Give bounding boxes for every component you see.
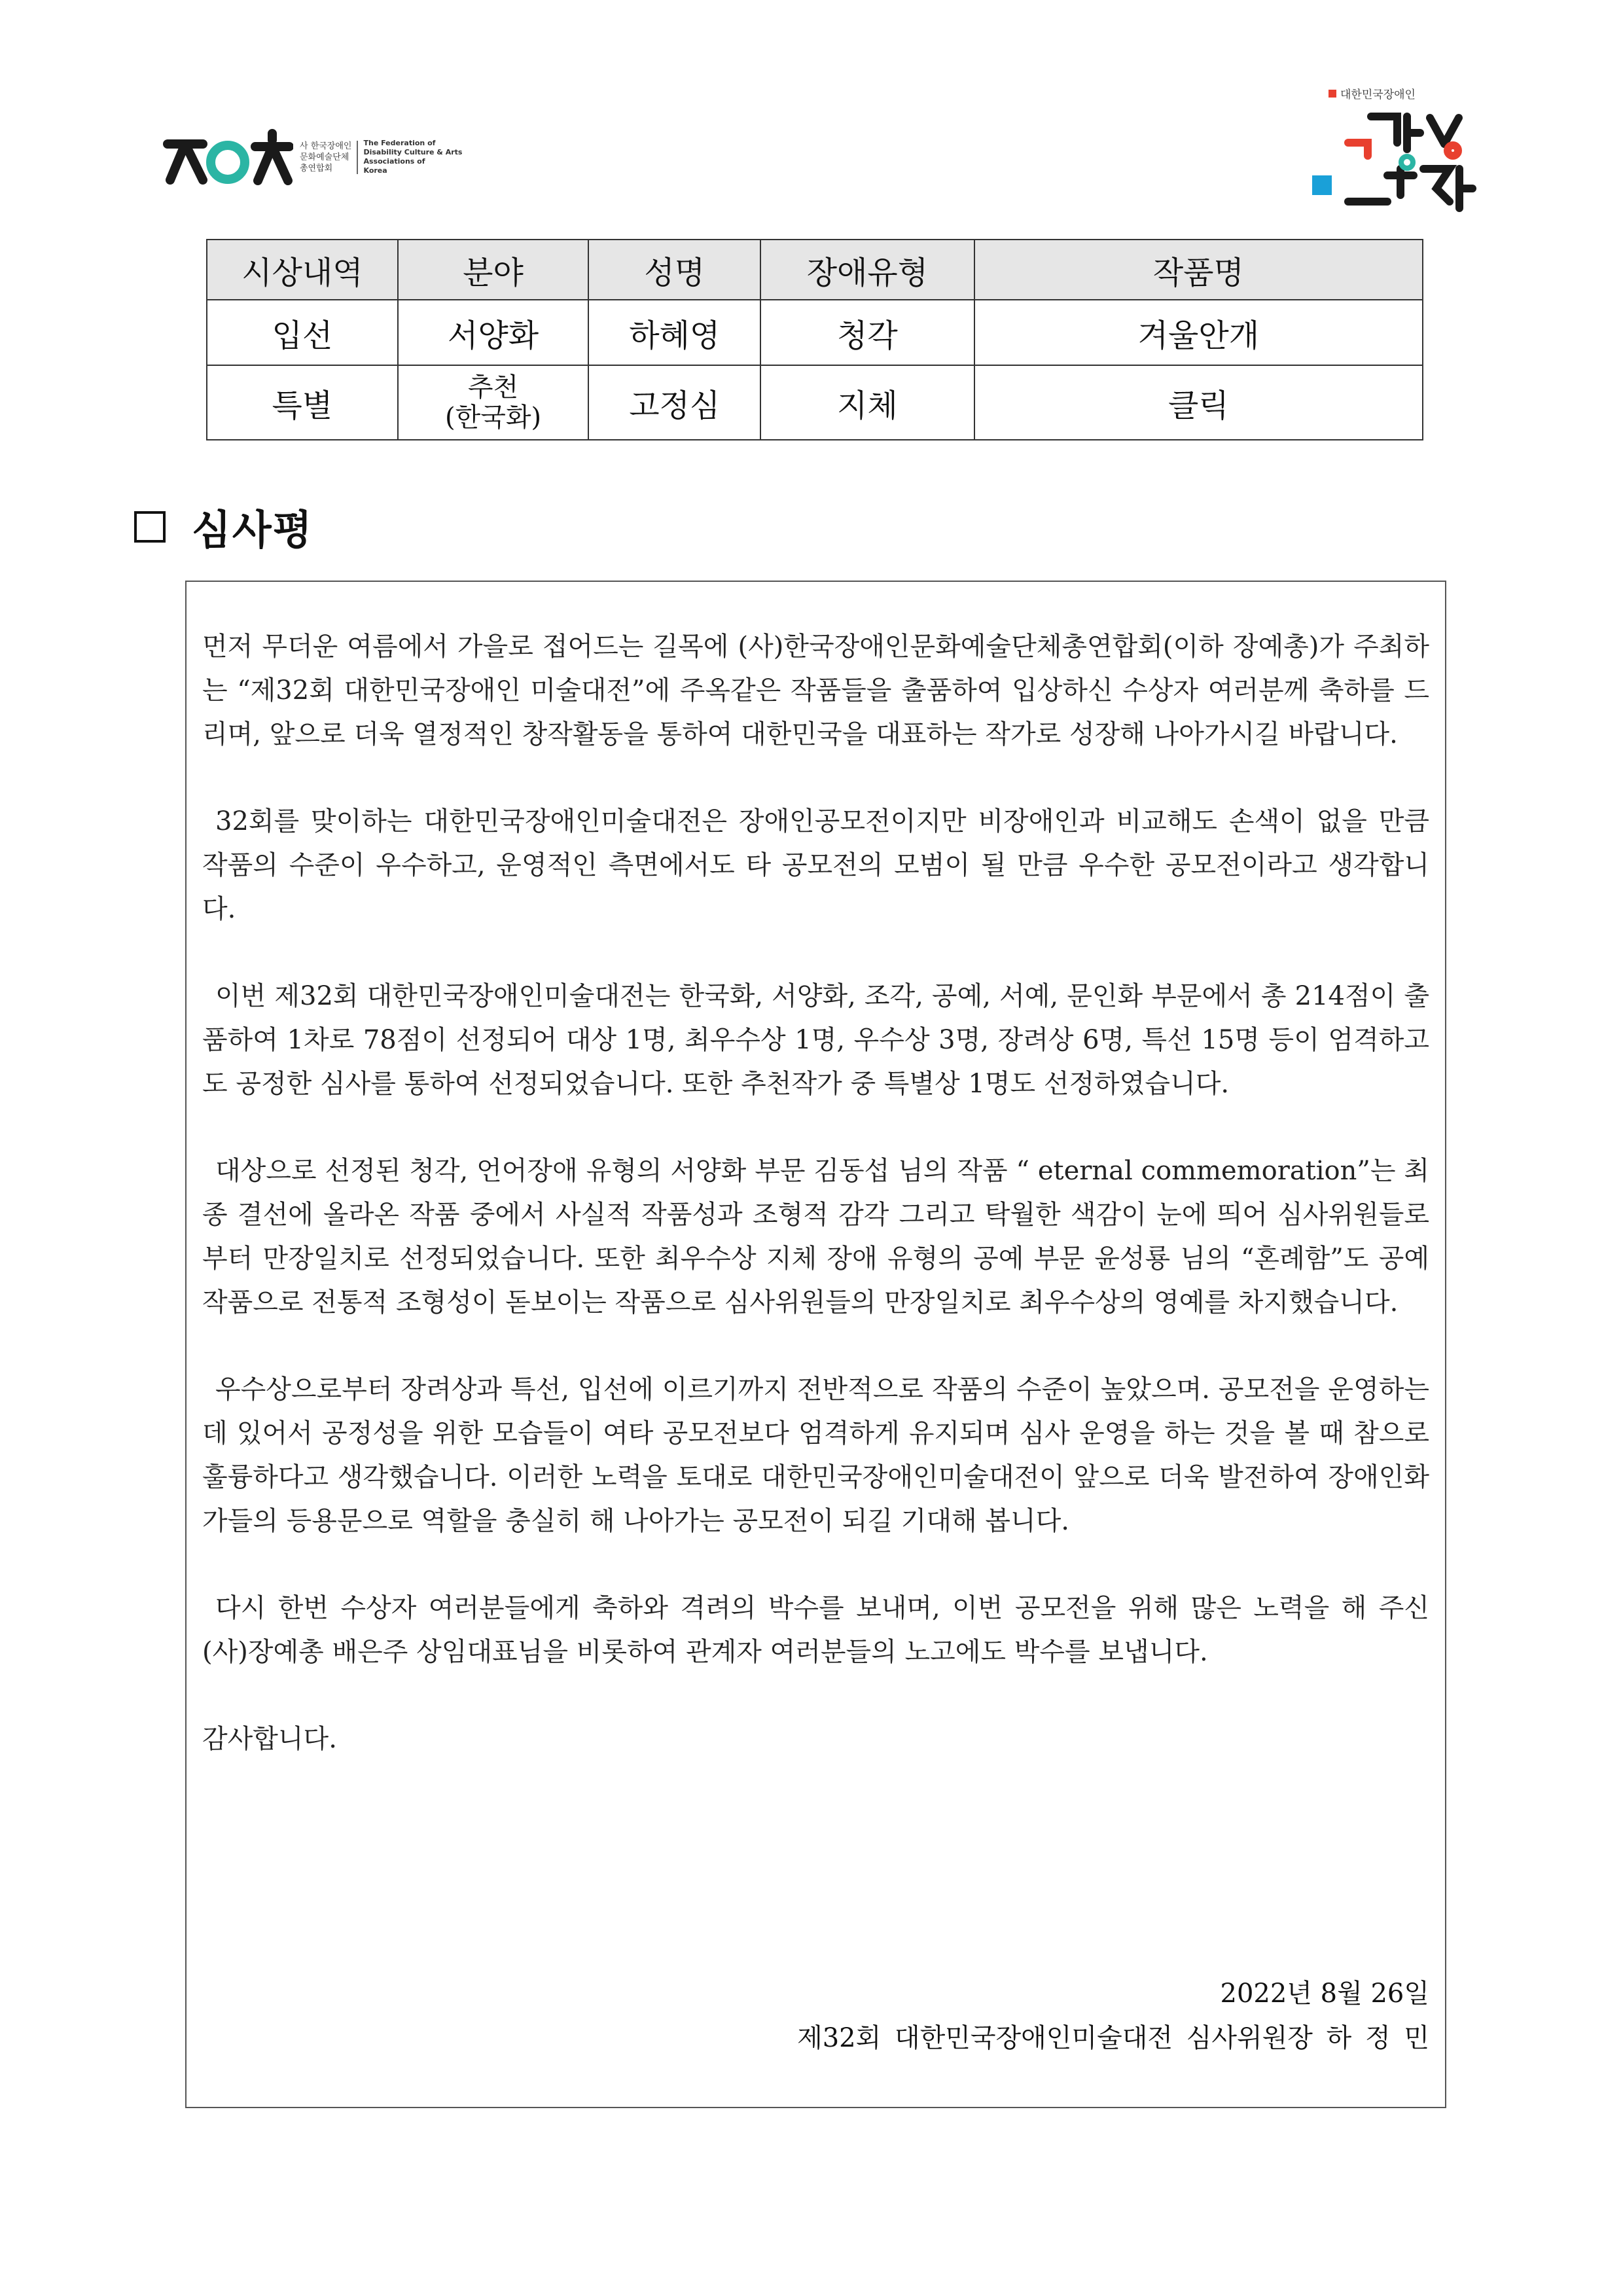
red-square-icon (1329, 90, 1336, 98)
review-body (202, 625, 1429, 1804)
table-row (207, 365, 1423, 440)
cell-work-title: 클릭 (974, 365, 1423, 440)
column-header-award: 시상내역 (207, 240, 398, 300)
federation-logo (162, 124, 476, 190)
review-paragraph-3: 이번 제32회 대한민국장애인미술대전는 한국화, 서양화, 조각, 공예, 서예, 문인화 부문에서 총 214점이 출품하여 1차로 78점이 선정되어 대상 1명, 최우수상 1명, 우수상 3명, 장려상 6명, 특선 15명 등이 엄격하고도 공정한 심사를 통하여 선정되었습니다. 또한 추천작가 중 특별상 1명도 선정하였습니다. (202, 981, 1429, 1099)
review-paragraph-4: 대상으로 선정된 청각, 언어장애 유형의 서양화 부문 김동섭 님의 작품 “ eternal commemoration”는 최종 결선에 올라온 작품 중에서 사실적 작품성과 조형적 감각 그리고 탁월한 색감이 눈에 띄어 심사위원들로부터 만장일치로 선정되었습니다. 또한 최우수상 지체 장애 유형의 공예 부문 윤성룡 님의 “혼례함”도 공예작품으로 전통적 조형성이 돋보이는 작품으로 심사위원들의 만장일치로 최우수상의 영예를 차지했습니다. (202, 1156, 1429, 1318)
cell-disability-type: 지체 (760, 365, 974, 440)
section-title: 심사평 (192, 506, 313, 554)
awards-table (206, 239, 1423, 440)
federation-name-english (363, 139, 462, 175)
cell-field (398, 365, 589, 440)
review-paragraph-6: 다시 한번 수상자 여러분들에게 축하와 격려의 박수를 보내며, 이번 공모전을 위해 많은 노력을 해 주신 (사)장예총 배은주 상임대표님을 비롯하여 관계자 여러분들의 노고에도 박수를 보냅니다. (202, 1593, 1429, 1667)
federation-name-ko-line-3: 총연합회 (300, 163, 333, 173)
review-box (185, 581, 1446, 2108)
cell-name: 고정심 (588, 365, 760, 440)
cell-work-title: 겨울안개 (974, 300, 1423, 365)
exhibition-logo-caption (1329, 85, 1416, 101)
cell-field-line-1: 추천 (467, 372, 519, 403)
cell-award: 입선 (207, 300, 398, 365)
federation-name-ko-line-2: 문화예술단체 (300, 152, 349, 162)
section-heading (134, 497, 313, 556)
federation-name-en-line-4: Korea (363, 166, 387, 175)
art-exhibition-logo (1309, 85, 1492, 223)
column-header-work-title: 작품명 (974, 240, 1423, 300)
cell-award: 특별 (207, 365, 398, 440)
review-signature: 제32회 대한민국장애인미술대전 심사위원장 하 정 민 (797, 2023, 1429, 2053)
federation-name-en-line-3: Associations of (363, 157, 425, 166)
cell-field-line-2: (한국화) (444, 403, 542, 433)
review-date: 2022년 8월 26일 (1220, 1979, 1429, 2009)
cell-name: 하혜영 (588, 300, 760, 365)
cell-disability-type: 청각 (760, 300, 974, 365)
exhibition-logo-caption-text: 대한민국장애인 (1340, 88, 1416, 101)
federation-name-en-line-2: Disability Culture & Arts (363, 148, 463, 156)
federation-name-ko-line-1: 사 한국장애인 (300, 141, 352, 151)
review-closing: 감사합니다. (202, 1724, 337, 1754)
federation-name-korean (300, 141, 358, 174)
federation-name-en-line-1: The Federation of (363, 139, 436, 147)
column-header-name: 성명 (588, 240, 760, 300)
square-bullet-icon (134, 511, 166, 543)
review-paragraph-5: 우수상으로부터 장려상과 특선, 입선에 이르기까지 전반적으로 작품의 수준이 높았으며. 공모전을 운영하는 데 있어서 공정성을 위한 모습들이 여타 공모전보다 엄격하게 유지되며 심사 운영을 하는 것을 볼 때 참으로 훌륭하다고 생각했습니다. 이러한 노력을 토대로 대한민국장애인미술대전이 앞으로 더욱 발전하여 장애인화가들의 등용문으로 역할을 충실히 해 나아가는 공모전이 되길 기대해 봅니다. (202, 1374, 1429, 1536)
table-header-row (207, 240, 1423, 300)
federation-mark-icon (162, 124, 293, 190)
column-header-disability-type: 장애유형 (760, 240, 974, 300)
column-header-field: 분야 (398, 240, 589, 300)
review-paragraph-1: 먼저 무더운 여름에서 가을로 접어드는 길목에 (사)한국장애인문화예술단체총연합회(이하 장예총)가 주최하는 “제32회 대한민국장애인 미술대전”에 주옥같은 작품들을 출품하여 입상하신 수상자 여러분께 축하를 드리며, 앞으로 더욱 열정적인 창작활동을 통하여 대한민국을 대표하는 작가로 성장해 나아가시길 바랍니다. (202, 632, 1429, 749)
table-row (207, 300, 1423, 365)
exhibition-wordmark-icon (1309, 103, 1492, 223)
review-paragraph-2: 32회를 맞이하는 대한민국장애인미술대전은 장애인공모전이지만 비장애인과 비교해도 손색이 없을 만큼 작품의 수준이 우수하고, 운영적인 측면에서도 타 공모전의 모범이 될 만큼 우수한 공모전이라고 생각합니다. (202, 806, 1429, 924)
cell-field: 서양화 (398, 300, 589, 365)
